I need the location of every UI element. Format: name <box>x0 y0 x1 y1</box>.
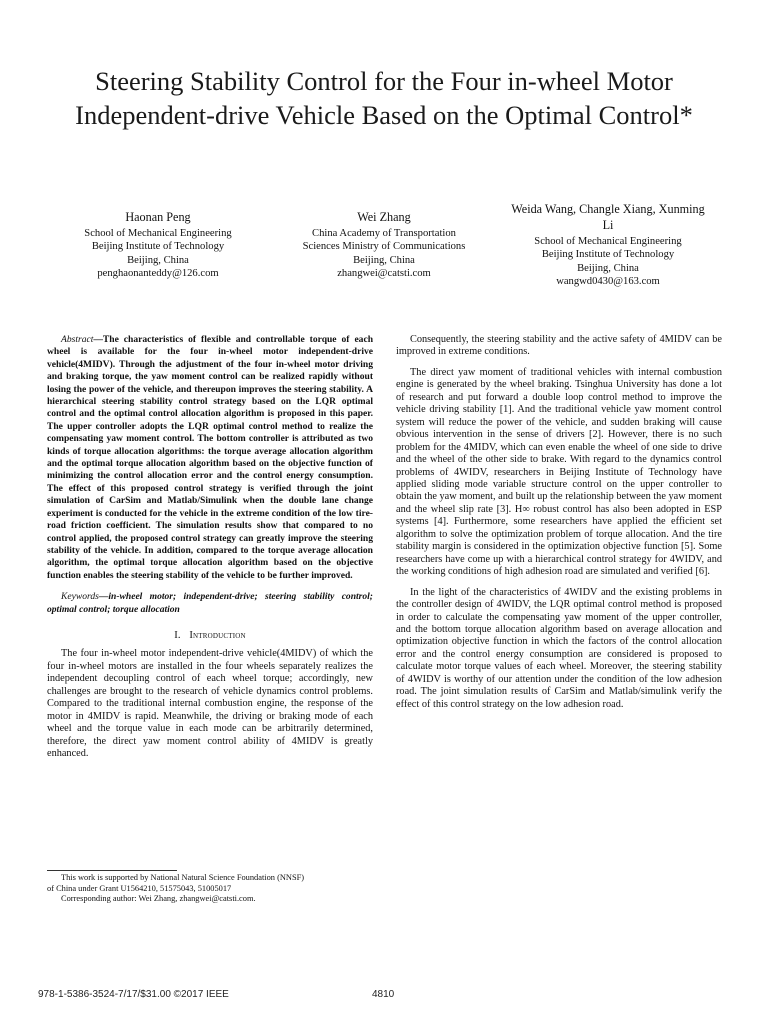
author-name: Wei Zhang <box>357 210 411 224</box>
abstract <box>47 334 373 582</box>
author-location: Beijing, China <box>353 254 415 266</box>
abstract-label: Abstract <box>61 334 94 345</box>
abstract-dash: — <box>93 334 103 345</box>
author-location: Beijing, China <box>577 262 639 274</box>
author-affiliation: Beijing Institute of Technology <box>91 241 225 253</box>
section-heading <box>47 630 373 642</box>
left-column <box>47 334 373 760</box>
keywords-dash: — <box>98 591 109 603</box>
keywords-label: Keywords <box>61 591 99 603</box>
body-paragraph: The direct yaw moment of traditional vehicles with internal combustion engine is generated by the wheel braking. Tsinghua University has done a lot of research and put forward a double loop control method to improve the vehicle driving stability [1]. And the traditional vehicle yaw moment control system will reduce the power of the vehicle, and sudden braking will cause obvious intervention in the sense of drivers [2]. However, there is no such problem for the 4MIDV, which can even enable the wheel of one side to drive and the wheel of the other side to brake. With regard to the dynamics control problems of 4WIDV, researchers in Beijing Institute of Technology have applied sliding mode variable structure control on the upper controller to obtain the yaw moment, and built up the relationship between the yaw moment and the wheel slip rate [3]. H∞ robust control has also been adopted in ESP systems [4]. Furthermore, some researchers have applied the efficient set algorithm to solve the optimization problem of torque allocation. And the tire stability margin is considered in the optimization objective function [5]. Some researchers have come up with a hierarchical control strategy for 4WIDV, and the working conditions of high adhesion road are simulated and verified [6]. <box>396 366 722 578</box>
corresponding-author-footnote: Corresponding author: Wei Zhang, zhangwei@catsti.com. <box>61 894 256 904</box>
author-block-2 <box>282 209 486 281</box>
author-affiliation: School of Mechanical Engineering <box>84 228 232 239</box>
body-paragraph: In the light of the characteristics of 4WIDV and the existing problems in the controller design of 4WIDV, the LQR optimal control method is proposed in order to calculate the compensating yaw moment of the upper controller, and the bottom torque allocation algorithm based on average allocation and optimization objective function in which the factors of the control allocation error and the control energy consumption are considered is proposed to calculate motor torque values of each wheel. Moreover, the steering stability of 4WIDV is worthy of our attention under the condition of the low adhesion road. The joint simulation results of CarSim and Matlab/simulink verify the effect of this control strategy on the low adhesion road. <box>396 586 722 710</box>
footnote-divider <box>47 870 177 871</box>
funding-footnote-cont: of China under Grant U1564210, 51575043, 51005017 <box>47 883 232 893</box>
author-name: Haonan Peng <box>125 210 191 224</box>
author-name: Weida Wang, Changle Xiang, Xunming Li <box>511 202 705 232</box>
author-location: Beijing, China <box>127 254 189 266</box>
author-email: penghaonanteddy@126.com <box>97 268 219 280</box>
isbn-copyright: 978-1-5386-3524-7/17/$31.00 ©2017 IEEE <box>38 989 229 1000</box>
author-affiliation: Sciences Ministry of Communications <box>302 241 466 253</box>
page-number: 4810 <box>372 989 395 1000</box>
right-column <box>396 334 722 711</box>
section-title: Introduction <box>189 629 246 641</box>
author-affiliation: China Academy of Transportation <box>312 228 456 239</box>
author-block-1 <box>58 209 258 281</box>
keywords-text: in-wheel motor; independent-drive; steering stability control; optimal control; torque allocation <box>47 591 373 615</box>
author-block-3 <box>508 201 708 289</box>
author-affiliation: School of Mechanical Engineering <box>534 236 682 247</box>
author-email: wangwd0430@163.com <box>556 276 660 288</box>
abstract-text: The characteristics of flexible and controllable torque of each wheel is available for the four in-wheel motor independent-drive vehicle(4MIDV). Through the adjustment of the four in-wheel motor driving and braking torque, the yaw moment control can be realized rapidly without losing the power of the vehicle, and thereupon improves the steering stability. A hierarchical steering stability control strategy based on the LQR optimal control and the optimal control allocation algorithm is proposed in this paper. The upper controller adopts the LQR optimal control method to realize the compensating yaw moment control. The bottom controller is attributed as two kinds of torque allocation algorithms: the torque average allocation algorithm and the optimal torque allocation algorithm based on the objective function of minimizing the control allocation error and the control energy consumption. The effect of this proposed control strategy is verified through the joint simulation of CarSim and Matlab/Simulink when the double lane change experiment is conducted for the vehicle in the extreme condition of the low tire-road friction coefficient. The simulation results show that compared to no control applied, the proposed control strategy can greatly improve the steering stability of the vehicle. In addition, compared to the torque average allocation algorithm, the optimal torque allocation algorithm based on the objective function enables the steering stability of the vehicle to be further improved. <box>47 334 373 581</box>
footnotes <box>47 873 373 905</box>
author-affiliation: Beijing Institute of Technology <box>541 249 675 261</box>
author-email: zhangwei@catsti.com <box>337 268 431 280</box>
intro-paragraph: The four in-wheel motor independent-drive vehicle(4MIDV) of which the four in-wheel motors are installed in the four wheels separately realizes the independent decoupling control of each wheel torque; accordingly, new challenges are brought to the research of vehicle dynamics control problems. Compared to the traditional internal combustion engine, the response of the motor in 4MIDV is rapid. Meanwhile, the driving or braking mode of each wheel and the torque value in each mode can be arbitrarily determined, therefore, the direct yaw moment control ability of 4MIDV is greatly enhanced. <box>47 648 373 760</box>
funding-footnote: This work is supported by National Natural Science Foundation (NNSF) <box>61 873 305 882</box>
body-paragraph: Consequently, the steering stability and the active safety of 4MIDV can be improved in extreme conditions. <box>396 334 722 358</box>
keywords <box>47 591 373 616</box>
section-number: I. <box>174 629 181 641</box>
paper-title: Steering Stability Control for the Four in-wheel Motor Independent-drive Vehicle Based on the Optimal Control* <box>75 66 693 130</box>
